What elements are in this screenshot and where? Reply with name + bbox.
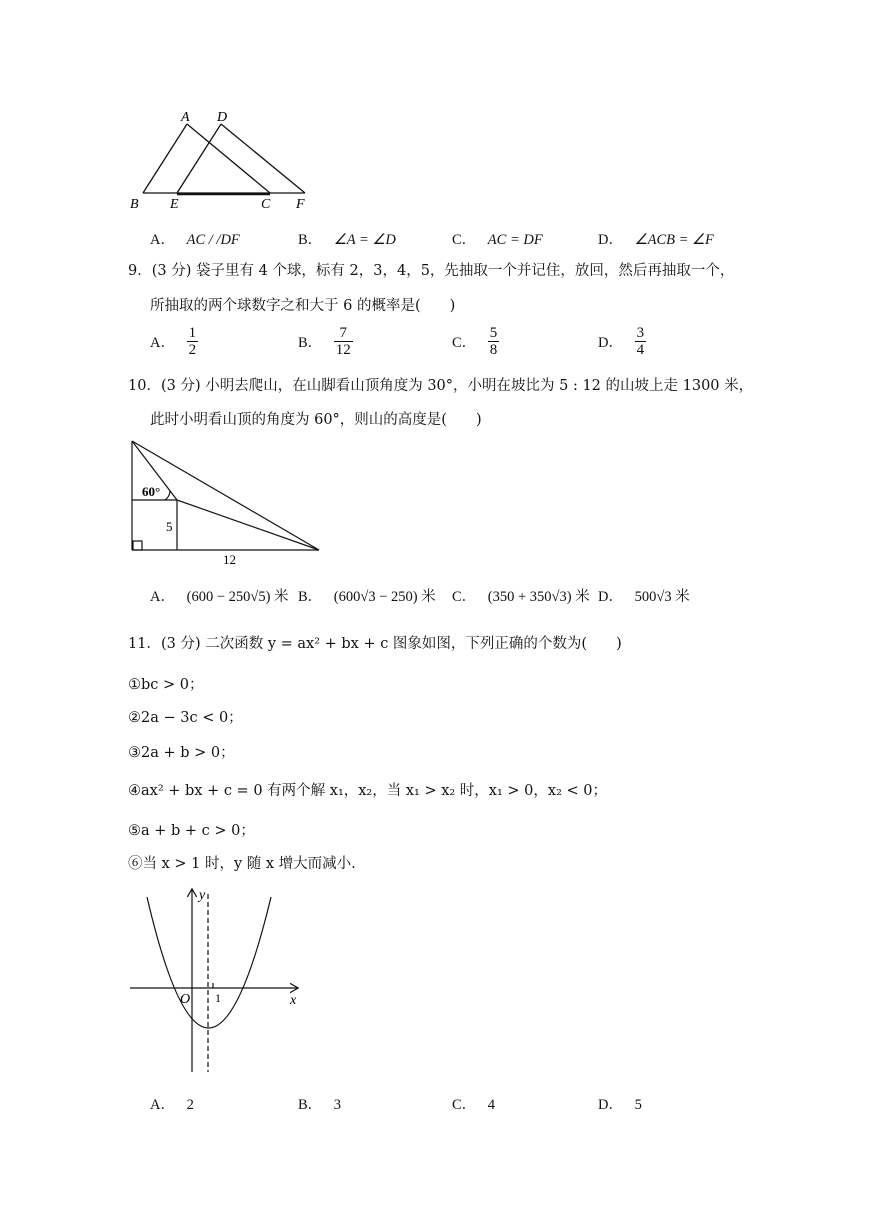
q10-stem-line2: 此时小明看山顶的角度为 60°，则山的高度是( ) — [150, 412, 482, 428]
q8-option-b — [298, 228, 396, 249]
q11-option-c-text: 4 — [487, 1097, 496, 1113]
q10-option-a-letter: A． — [150, 589, 175, 605]
q11-option-c — [452, 1093, 495, 1114]
q8-option-d-text: ∠ACB = ∠F — [634, 232, 714, 248]
q11-label-x: x — [290, 993, 297, 1008]
q10-label-60deg: 60° — [142, 484, 161, 499]
q11-option-a-text: 2 — [186, 1097, 194, 1113]
q9-option-c-letter: C． — [452, 335, 477, 351]
q9-option-a — [150, 325, 198, 358]
q11-item-4: ④ax² + bx + c = 0 有两个解 x₁，x₂，当 x₁ > x₂ 时，x₁ > 0，x₂ < 0； — [128, 783, 607, 799]
q8-option-b-text: ∠A = ∠D — [333, 232, 396, 248]
q9-option-a-den: 2 — [188, 342, 197, 358]
q10-option-a — [150, 585, 289, 606]
q11-item-6: ⑥当 x > 1 时，y 随 x 增大而减小. — [128, 856, 356, 872]
q9-stem-line1: 9．(3 分) 袋子里有 4 个球，标有 2，3，4，5，先抽取一个并记住，放回，然后再抽取一个， — [128, 263, 735, 279]
q11-option-b — [298, 1093, 341, 1114]
q8-option-a — [150, 228, 240, 249]
q11-option-d — [598, 1093, 642, 1114]
q8-label-C: C — [261, 197, 271, 212]
q10-option-b-text: (600√3 − 250) 米 — [333, 589, 436, 605]
q10-option-b-letter: B． — [298, 589, 323, 605]
q11-option-b-text: 3 — [333, 1097, 342, 1113]
q8-option-d — [598, 228, 714, 249]
q10-stem-line1: 10．(3 分) 小明去爬山，在山脚看山顶角度为 30°，小明在坡比为 5 : 12 的山坡上走 1300 米， — [128, 378, 754, 394]
q8-label-B: B — [130, 197, 139, 212]
q11-option-d-text: 5 — [634, 1097, 642, 1113]
q10-option-a-text: (600 − 250√5) 米 — [186, 589, 289, 605]
q8-triangles-figure — [125, 108, 325, 214]
q10-option-c-letter: C． — [452, 589, 477, 605]
q9-option-d-den: 4 — [636, 342, 645, 358]
q9-option-c-den: 8 — [489, 342, 498, 358]
q9-option-b-letter: B． — [298, 335, 323, 351]
q11-stem-line1: 11．(3 分) 二次函数 y = ax² + bx + c 图象如图，下列正确的个数为( ) — [128, 636, 622, 652]
q9-option-d-letter: D． — [598, 335, 623, 351]
q10-mountain-figure — [125, 438, 325, 568]
q11-option-a-letter: A． — [150, 1097, 175, 1113]
q8-label-E: E — [170, 197, 179, 212]
q9-option-c — [452, 325, 499, 358]
q9-option-b — [298, 325, 353, 358]
q11-option-d-letter: D． — [598, 1097, 623, 1113]
q8-label-A: A — [181, 110, 190, 125]
q8-option-d-letter: D． — [598, 232, 623, 248]
q8-option-b-letter: B． — [298, 232, 323, 248]
q11-parabola-graph — [125, 882, 315, 1077]
q9-option-a-letter: A． — [150, 335, 175, 351]
q8-option-a-text: AC / /DF — [186, 232, 240, 248]
q8-label-F: F — [296, 197, 305, 212]
q9-stem-line2: 所抽取的两个球数字之和大于 6 的概率是( ) — [150, 298, 456, 314]
q10-option-c-text: (350 + 350√3) 米 — [487, 589, 590, 605]
q11-item-5: ⑤a + b + c > 0； — [128, 823, 255, 839]
q9-option-a-num: 1 — [188, 325, 197, 341]
q10-option-d-text: 500√3 米 — [634, 589, 690, 605]
q11-label-y: y — [199, 888, 206, 903]
q10-label-12: 12 — [223, 552, 236, 567]
q11-item-1: ①bc > 0； — [128, 677, 204, 693]
q10-option-c — [452, 585, 590, 606]
q8-label-D: D — [217, 110, 228, 125]
q11-item-2: ②2a − 3c < 0； — [128, 710, 243, 726]
q10-option-d — [598, 585, 690, 606]
q8-option-c — [452, 228, 543, 249]
q8-option-c-text: AC = DF — [487, 232, 543, 248]
q11-option-a — [150, 1093, 194, 1114]
q9-option-b-num: 7 — [334, 325, 353, 342]
q10-option-b — [298, 585, 436, 606]
q9-option-d — [598, 325, 646, 358]
q8-option-c-letter: C． — [452, 232, 477, 248]
q11-option-c-letter: C． — [452, 1097, 477, 1113]
q9-option-c-num: 5 — [489, 325, 498, 341]
q11-label-origin: O — [180, 992, 191, 1007]
q9-option-d-num: 3 — [636, 325, 645, 341]
q11-label-one: 1 — [215, 991, 221, 1005]
q11-option-b-letter: B． — [298, 1097, 323, 1113]
q8-option-a-letter: A． — [150, 232, 175, 248]
q11-item-3: ③2a + b > 0； — [128, 745, 235, 761]
q9-option-b-den: 12 — [335, 342, 351, 358]
q10-option-d-letter: D． — [598, 589, 623, 605]
q10-label-5: 5 — [166, 519, 173, 534]
